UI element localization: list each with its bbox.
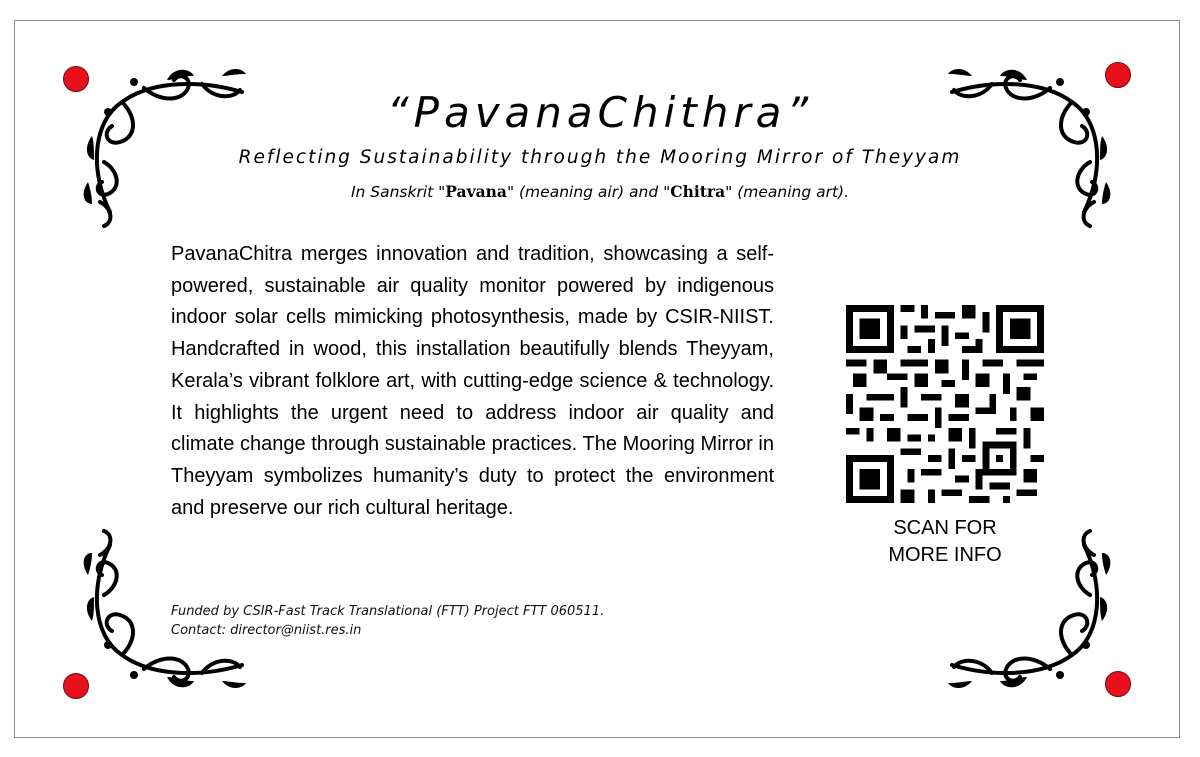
qr-caption-line2: MORE INFO bbox=[888, 544, 1002, 566]
funding-line: Funded by CSIR-Fast Track Translational (FTT) Project FTT 060511. bbox=[171, 604, 605, 619]
contact-line: Contact: director@niist.res.in bbox=[171, 623, 362, 638]
qr-code-icon[interactable] bbox=[846, 305, 1044, 503]
sanskrit-meaning bbox=[0, 181, 1200, 203]
sanskrit-middle: " (meaning air) and " bbox=[506, 183, 671, 201]
sanskrit-prefix: In Sanskrit " bbox=[350, 183, 446, 201]
qr-caption-line1: SCAN FOR bbox=[893, 517, 997, 539]
sanskrit-word-chitra: Chitra bbox=[670, 182, 726, 201]
plaque-subtitle: Reflecting Sustainability through the Mooring Mirror of Theyyam bbox=[238, 147, 962, 168]
plaque-title: “PavanaChithra” bbox=[386, 88, 814, 137]
funding-note bbox=[171, 602, 731, 640]
description-text: PavanaChitra merges innovation and tradition, showcasing a self-powered, sustainable air quality monitor powered by indigenous indoor solar cells mimicking photosynthesis, made by CSIR-NIIST. Handcrafted in wood, this installation beautifully blends Theyyam, Kerala’s vibrant folklore art, with cutting-edge science & technology. It highlights the urgent need to address indoor air quality and climate change through sustainable practices. The Mooring Mirror in Theyyam symbolizes humanity’s duty to protect the environment and preserve our rich cultural heritage. bbox=[171, 243, 774, 519]
sanskrit-suffix: " (meaning art). bbox=[725, 183, 850, 201]
sanskrit-word-pavana: Pavana bbox=[445, 182, 507, 201]
qr-caption bbox=[846, 515, 1044, 569]
